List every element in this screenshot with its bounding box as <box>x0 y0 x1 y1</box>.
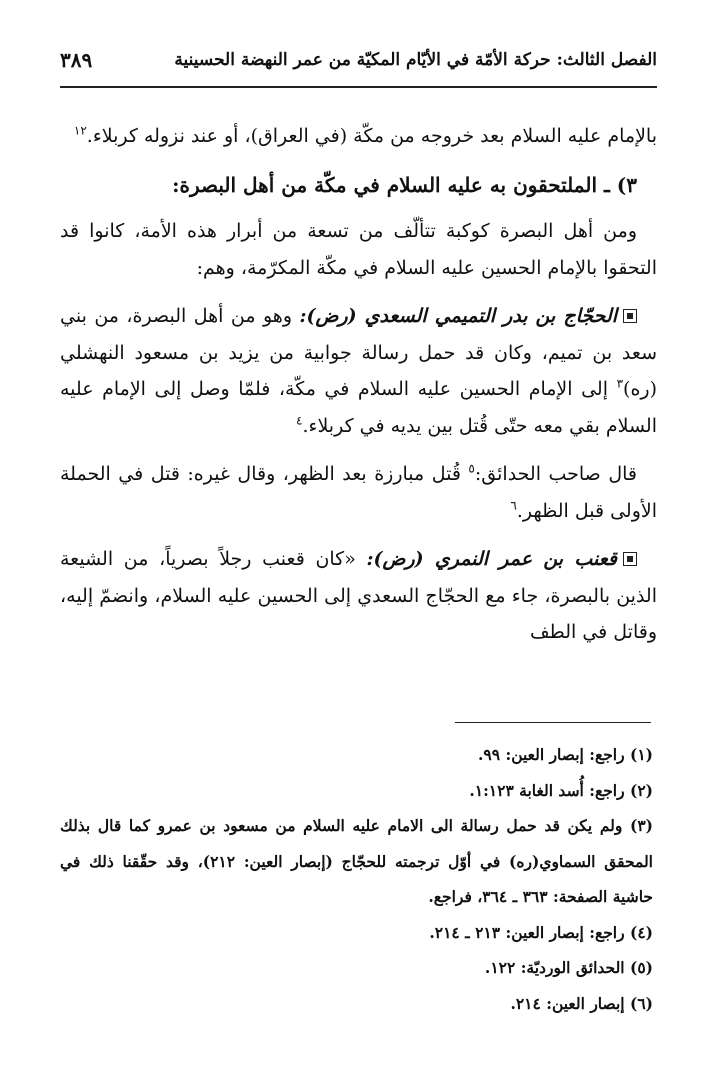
entry-name: قعنب بن عمر النمري (رض): <box>366 548 617 570</box>
square-bullet-icon <box>623 309 637 323</box>
chapter-title: الفصل الثالث: حركة الأمّة في الأيّام المكيّة من عمر النهضة الحسينية <box>174 50 657 70</box>
entry-name: الحجّاج بن بدر التميمي السعدي (رض): <box>299 305 617 327</box>
footnote-ref[interactable]: ١ <box>73 123 81 138</box>
footnote-ref[interactable]: ٤ <box>296 413 303 428</box>
footnote-ref[interactable]: ٦ <box>510 498 517 513</box>
entry-qanab: قعنب بن عمر النمري (رض): «كان قعنب رجلاً بصرياً، من الشيعة الذين بالبصرة، جاء مع الحجّاج السعدي إلى الحسين عليه السلام، وانضمّ إليه، وقاتل في الطف <box>60 548 657 643</box>
footnote-item: (٣) ولم يكن قد حمل رسالة الى الامام عليه السلام من مسعود بن عمرو كما قال بذلك المحقق السماوي(ره) في أوّل ترجمته للحجّاج (إبصار العين: ٢١٢)، وقد حقّقنا ذلك في حاشية الصفحة: ٣٦٣ ـ ٣٦٤، فراجع. <box>60 816 653 906</box>
paragraph-intro: ومن أهل البصرة كوكبة تتألّف من تسعة من أبرار هذه الأمة، كانوا قد التحقوا بالإمام الحسين عليه السلام في مكّة المكرّمة، وهم: <box>60 220 657 279</box>
footnote-ref[interactable]: ٢ <box>80 123 87 138</box>
footnote-item: (٢) راجع: أُسد الغابة ١:١٢٣. <box>469 780 653 800</box>
footnote-item: (٦) إبصار العين: ٢١٤. <box>510 993 653 1013</box>
footnote-ref[interactable]: ٥ <box>468 461 475 476</box>
footnote-item: (١) راجع: إبصار العين: ٩٩. <box>478 745 653 764</box>
running-header <box>60 50 657 82</box>
entry-hajjaj: الحجّاج بن بدر التميمي السعدي (رض): وهو من أهل البصرة، من بني سعد بن تميم، وكان قد حمل رسالة جوابية من يزيد بن مسعود النهشلي (ره)$^٣$ إلى الإمام الحسين عليه السلام في مكّة، فلمّا وصل إلى الإمام عليه السلام بقي معه حتّى قُتل بين يديه في كربلاء.$^٤$ <box>60 305 657 437</box>
page-number: ٣٨٩ <box>60 48 93 72</box>
footnote-item: (٥) الحدائق الورديّة: ١٢٢. <box>484 958 653 977</box>
main-text <box>60 118 657 663</box>
footnote-item: (٤) راجع: إبصار العين: ٢١٣ ـ ٢١٤. <box>429 922 653 942</box>
square-bullet-icon <box>623 552 637 566</box>
section-heading: ٣) ـ الملتحقون به عليه السلام في مكّة من أهل البصرة: <box>172 172 637 197</box>
paragraph-hadaiq: قال صاحب الحدائق:$^٥$ قُتل مبارزة بعد الظهر، وقال غيره: قتل في الحملة الأولى قبل الظهر.$^٦$ <box>60 461 657 522</box>
footnote-separator <box>455 722 651 723</box>
paragraph-continuation: بالإمام عليه السلام بعد خروجه من مكّة (في العراق)، أو عند نزوله كربلاء.$^{١٢}$ <box>73 123 657 147</box>
header-rule <box>60 86 657 88</box>
footnote-ref[interactable]: ٣ <box>616 376 624 391</box>
footnotes <box>60 737 653 1021</box>
